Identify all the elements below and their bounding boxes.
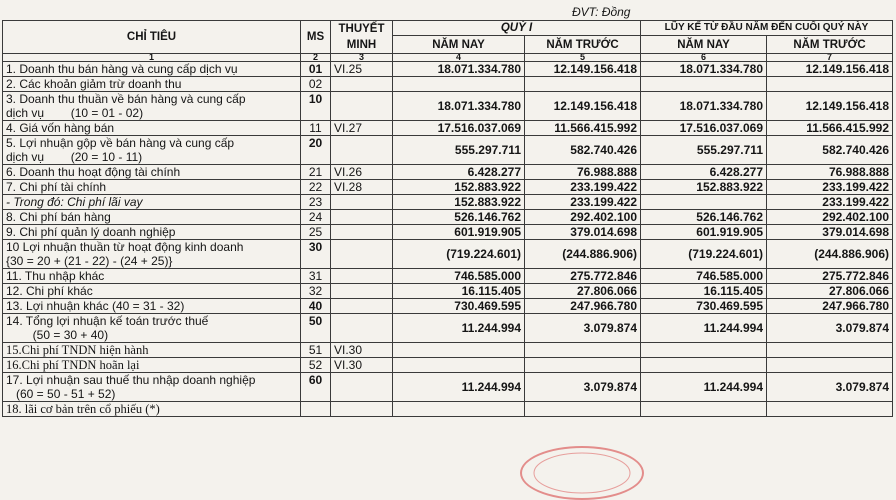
row-value-v3: 526.146.762 bbox=[641, 210, 767, 225]
row-value-v4: 582.740.426 bbox=[767, 136, 893, 165]
row-value-v1: 152.883.922 bbox=[393, 180, 525, 195]
row-label bbox=[3, 180, 301, 195]
row-label bbox=[3, 343, 301, 358]
table-row bbox=[3, 92, 893, 121]
table-row bbox=[3, 269, 893, 284]
row-label bbox=[3, 62, 301, 77]
row-value-v1: (719.224.601) bbox=[393, 240, 525, 269]
row-value-v1 bbox=[393, 77, 525, 92]
row-label bbox=[3, 299, 301, 314]
row-value-v3: 11.244.994 bbox=[641, 314, 767, 343]
row-note: VI.25 bbox=[331, 62, 393, 77]
row-value-v2: 3.079.874 bbox=[525, 314, 641, 343]
row-note bbox=[331, 210, 393, 225]
row-ms: 32 bbox=[301, 284, 331, 299]
row-label-text: 3. Doanh thu thuần về bán hàng và cung cấp bbox=[6, 92, 246, 106]
row-value-v4: 11.566.415.992 bbox=[767, 121, 893, 136]
row-value-v3: 18.071.334.780 bbox=[641, 62, 767, 77]
row-note: VI.30 bbox=[331, 358, 393, 373]
row-value-v3 bbox=[641, 402, 767, 417]
row-value-v3: 17.516.037.069 bbox=[641, 121, 767, 136]
unit-label: ĐVT: Đồng bbox=[572, 5, 631, 19]
row-value-v2: 247.966.780 bbox=[525, 299, 641, 314]
seal-ring-icon bbox=[522, 448, 642, 498]
row-value-v2 bbox=[525, 77, 641, 92]
header-nam-truoc-quy: NĂM TRƯỚC bbox=[525, 36, 641, 54]
row-label bbox=[3, 136, 301, 165]
row-value-v1: 11.244.994 bbox=[393, 314, 525, 343]
row-label-text: 13. Lợi nhuận khác (40 = 31 - 32) bbox=[6, 299, 185, 313]
company-seal-stamp bbox=[520, 446, 644, 500]
row-label bbox=[3, 402, 301, 417]
row-value-v2: 233.199.422 bbox=[525, 195, 641, 210]
row-value-v4: 233.199.422 bbox=[767, 180, 893, 195]
row-value-v2: 292.402.100 bbox=[525, 210, 641, 225]
table-row bbox=[3, 121, 893, 136]
row-note: VI.27 bbox=[331, 121, 393, 136]
row-value-v2: 233.199.422 bbox=[525, 180, 641, 195]
row-note bbox=[331, 314, 393, 343]
row-value-v2 bbox=[525, 358, 641, 373]
row-value-v1 bbox=[393, 343, 525, 358]
row-value-v4: 247.966.780 bbox=[767, 299, 893, 314]
row-value-v1: 11.244.994 bbox=[393, 373, 525, 402]
row-value-v4: 292.402.100 bbox=[767, 210, 893, 225]
income-statement-table bbox=[2, 20, 893, 417]
row-label bbox=[3, 225, 301, 240]
header-nam-nay-quy: NĂM NAY bbox=[393, 36, 525, 54]
row-value-v4: 12.149.156.418 bbox=[767, 92, 893, 121]
header-thuyet-minh-line2: MINH bbox=[346, 39, 377, 51]
row-ms: 01 bbox=[301, 62, 331, 77]
row-value-v3: 555.297.711 bbox=[641, 136, 767, 165]
row-note bbox=[331, 225, 393, 240]
row-label bbox=[3, 240, 301, 269]
row-value-v3: 730.469.595 bbox=[641, 299, 767, 314]
row-value-v4: 12.149.156.418 bbox=[767, 62, 893, 77]
row-value-v2: 379.014.698 bbox=[525, 225, 641, 240]
row-ms: 24 bbox=[301, 210, 331, 225]
row-note bbox=[331, 195, 393, 210]
row-value-v2: 12.149.156.418 bbox=[525, 92, 641, 121]
col-number: 3 bbox=[331, 54, 393, 62]
row-note bbox=[331, 284, 393, 299]
table-row bbox=[3, 358, 893, 373]
row-label bbox=[3, 314, 301, 343]
row-label-formula: (60 = 50 - 51 + 52) bbox=[6, 387, 116, 401]
header-ms: MS bbox=[301, 21, 331, 54]
row-ms: 25 bbox=[301, 225, 331, 240]
row-label bbox=[3, 165, 301, 180]
table-row bbox=[3, 343, 893, 358]
header-quy: QUÝ I bbox=[393, 21, 641, 36]
row-value-v4: 76.988.888 bbox=[767, 165, 893, 180]
table-row bbox=[3, 136, 893, 165]
row-value-v1: 18.071.334.780 bbox=[393, 92, 525, 121]
row-label-formula: {30 = 20 + (21 - 22) - (24 + 25)} bbox=[6, 254, 173, 268]
row-value-v2: 275.772.846 bbox=[525, 269, 641, 284]
row-label bbox=[3, 92, 301, 121]
row-value-v3: 11.244.994 bbox=[641, 373, 767, 402]
row-value-v3: 746.585.000 bbox=[641, 269, 767, 284]
row-value-v4: (244.886.906) bbox=[767, 240, 893, 269]
row-note: VI.30 bbox=[331, 343, 393, 358]
row-ms: 02 bbox=[301, 77, 331, 92]
row-value-v3 bbox=[641, 343, 767, 358]
row-ms: 60 bbox=[301, 373, 331, 402]
row-value-v2: 27.806.066 bbox=[525, 284, 641, 299]
row-value-v2: (244.886.906) bbox=[525, 240, 641, 269]
row-value-v4: 3.079.874 bbox=[767, 314, 893, 343]
row-label-text: 11. Thu nhập khác bbox=[6, 269, 105, 283]
table-row bbox=[3, 225, 893, 240]
row-value-v4: 27.806.066 bbox=[767, 284, 893, 299]
row-ms: 30 bbox=[301, 240, 331, 269]
row-value-v2: 12.149.156.418 bbox=[525, 62, 641, 77]
row-note: VI.26 bbox=[331, 165, 393, 180]
row-label-formula: (50 = 30 + 40) bbox=[6, 328, 109, 342]
row-note bbox=[331, 136, 393, 165]
row-value-v2: 11.566.415.992 bbox=[525, 121, 641, 136]
row-label bbox=[3, 121, 301, 136]
row-value-v2 bbox=[525, 343, 641, 358]
table-row bbox=[3, 180, 893, 195]
row-note bbox=[331, 240, 393, 269]
row-label bbox=[3, 358, 301, 373]
row-note: VI.28 bbox=[331, 180, 393, 195]
row-note bbox=[331, 77, 393, 92]
row-ms bbox=[301, 402, 331, 417]
row-label-text: 17. Lợi nhuận sau thuế thu nhập doanh nghiệp bbox=[6, 373, 256, 387]
row-ms: 20 bbox=[301, 136, 331, 165]
row-label-text: 1. Doanh thu bán hàng và cung cấp dịch vụ bbox=[6, 62, 238, 76]
row-value-v4: 379.014.698 bbox=[767, 225, 893, 240]
row-value-v1: 152.883.922 bbox=[393, 195, 525, 210]
row-value-v1 bbox=[393, 402, 525, 417]
row-label-formula: dịch vụ (20 = 10 - 11) bbox=[6, 150, 143, 164]
column-number-row bbox=[3, 54, 893, 62]
col-number: 2 bbox=[301, 54, 331, 62]
row-ms: 52 bbox=[301, 358, 331, 373]
table-row bbox=[3, 77, 893, 92]
row-ms: 11 bbox=[301, 121, 331, 136]
header-nam-truoc-luyke: NĂM TRƯỚC bbox=[767, 36, 893, 54]
row-ms: 22 bbox=[301, 180, 331, 195]
header-thuyet-minh bbox=[331, 21, 393, 54]
row-label-text: 7. Chi phí tài chính bbox=[6, 180, 107, 194]
row-value-v4 bbox=[767, 77, 893, 92]
row-value-v3: 152.883.922 bbox=[641, 180, 767, 195]
table-row bbox=[3, 195, 893, 210]
row-value-v1: 18.071.334.780 bbox=[393, 62, 525, 77]
row-note bbox=[331, 269, 393, 284]
col-number: 4 bbox=[393, 54, 525, 62]
row-label-text: 10 Lợi nhuận thuần từ hoạt động kinh doanh bbox=[6, 240, 244, 254]
row-label bbox=[3, 269, 301, 284]
row-label-text: - Trong đó: Chi phí lãi vay bbox=[6, 195, 143, 209]
row-label bbox=[3, 210, 301, 225]
row-note bbox=[331, 299, 393, 314]
row-value-v2: 76.988.888 bbox=[525, 165, 641, 180]
row-value-v1: 555.297.711 bbox=[393, 136, 525, 165]
row-value-v1: 746.585.000 bbox=[393, 269, 525, 284]
header-luy-ke: LŨY KẾ TỪ ĐẦU NĂM ĐẾN CUỐI QUÝ NÀY bbox=[641, 21, 893, 36]
row-value-v1: 16.115.405 bbox=[393, 284, 525, 299]
row-ms: 21 bbox=[301, 165, 331, 180]
header-thuyet-minh-line1: THUYẾT bbox=[338, 23, 385, 35]
row-note bbox=[331, 92, 393, 121]
row-value-v4: 275.772.846 bbox=[767, 269, 893, 284]
table-row bbox=[3, 373, 893, 402]
table-row bbox=[3, 240, 893, 269]
table-row bbox=[3, 210, 893, 225]
row-label-text: 12. Chi phí khác bbox=[6, 284, 93, 298]
row-value-v1: 17.516.037.069 bbox=[393, 121, 525, 136]
table-row bbox=[3, 165, 893, 180]
row-value-v1: 6.428.277 bbox=[393, 165, 525, 180]
table-row bbox=[3, 402, 893, 417]
header-chi-tieu: CHỈ TIÊU bbox=[3, 21, 301, 54]
row-value-v1 bbox=[393, 358, 525, 373]
table-row bbox=[3, 299, 893, 314]
row-value-v3: 601.919.905 bbox=[641, 225, 767, 240]
table-row bbox=[3, 62, 893, 77]
row-value-v3 bbox=[641, 77, 767, 92]
row-label-text: 5. Lợi nhuận gộp về bán hàng và cung cấp bbox=[6, 136, 235, 150]
row-label-text: 8. Chi phí bán hàng bbox=[6, 210, 111, 224]
row-value-v3: (719.224.601) bbox=[641, 240, 767, 269]
row-value-v4 bbox=[767, 402, 893, 417]
row-value-v2 bbox=[525, 402, 641, 417]
row-label-text: 4. Giá vốn hàng bán bbox=[6, 121, 115, 135]
row-value-v3 bbox=[641, 195, 767, 210]
row-ms: 31 bbox=[301, 269, 331, 284]
row-label-text: 14. Tổng lợi nhuận kế toán trước thuế bbox=[6, 314, 209, 328]
row-label-text: 18. lãi cơ bản trên cổ phiếu (*) bbox=[6, 402, 160, 416]
row-ms: 51 bbox=[301, 343, 331, 358]
row-value-v3: 16.115.405 bbox=[641, 284, 767, 299]
row-ms: 50 bbox=[301, 314, 331, 343]
row-label-text: 2. Các khoản giảm trừ doanh thu bbox=[6, 77, 182, 91]
row-value-v1: 526.146.762 bbox=[393, 210, 525, 225]
row-ms: 40 bbox=[301, 299, 331, 314]
header-nam-nay-luyke: NĂM NAY bbox=[641, 36, 767, 54]
row-ms: 10 bbox=[301, 92, 331, 121]
table-row bbox=[3, 284, 893, 299]
row-value-v4 bbox=[767, 358, 893, 373]
row-value-v4 bbox=[767, 343, 893, 358]
row-value-v4: 3.079.874 bbox=[767, 373, 893, 402]
row-value-v3: 6.428.277 bbox=[641, 165, 767, 180]
col-number: 6 bbox=[641, 54, 767, 62]
row-label bbox=[3, 284, 301, 299]
row-label-formula: dịch vụ (10 = 01 - 02) bbox=[6, 106, 144, 120]
col-number: 5 bbox=[525, 54, 641, 62]
row-label bbox=[3, 77, 301, 92]
row-value-v4: 233.199.422 bbox=[767, 195, 893, 210]
row-value-v2: 3.079.874 bbox=[525, 373, 641, 402]
row-label-text: 15.Chi phí TNDN hiện hành bbox=[6, 343, 149, 357]
row-label bbox=[3, 195, 301, 210]
row-label-text: 6. Doanh thu hoạt động tài chính bbox=[6, 165, 181, 179]
row-ms: 23 bbox=[301, 195, 331, 210]
col-number: 7 bbox=[767, 54, 893, 62]
table-row bbox=[3, 314, 893, 343]
header-row-1 bbox=[3, 21, 893, 36]
col-number: 1 bbox=[3, 54, 301, 62]
row-value-v1: 730.469.595 bbox=[393, 299, 525, 314]
row-note bbox=[331, 402, 393, 417]
row-label bbox=[3, 373, 301, 402]
row-value-v1: 601.919.905 bbox=[393, 225, 525, 240]
row-value-v2: 582.740.426 bbox=[525, 136, 641, 165]
row-value-v3 bbox=[641, 358, 767, 373]
row-label-text: 16.Chi phí TNDN hoãn lại bbox=[6, 358, 140, 372]
row-label-text: 9. Chi phí quản lý doanh nghiệp bbox=[6, 225, 176, 239]
row-note bbox=[331, 373, 393, 402]
row-value-v3: 18.071.334.780 bbox=[641, 92, 767, 121]
